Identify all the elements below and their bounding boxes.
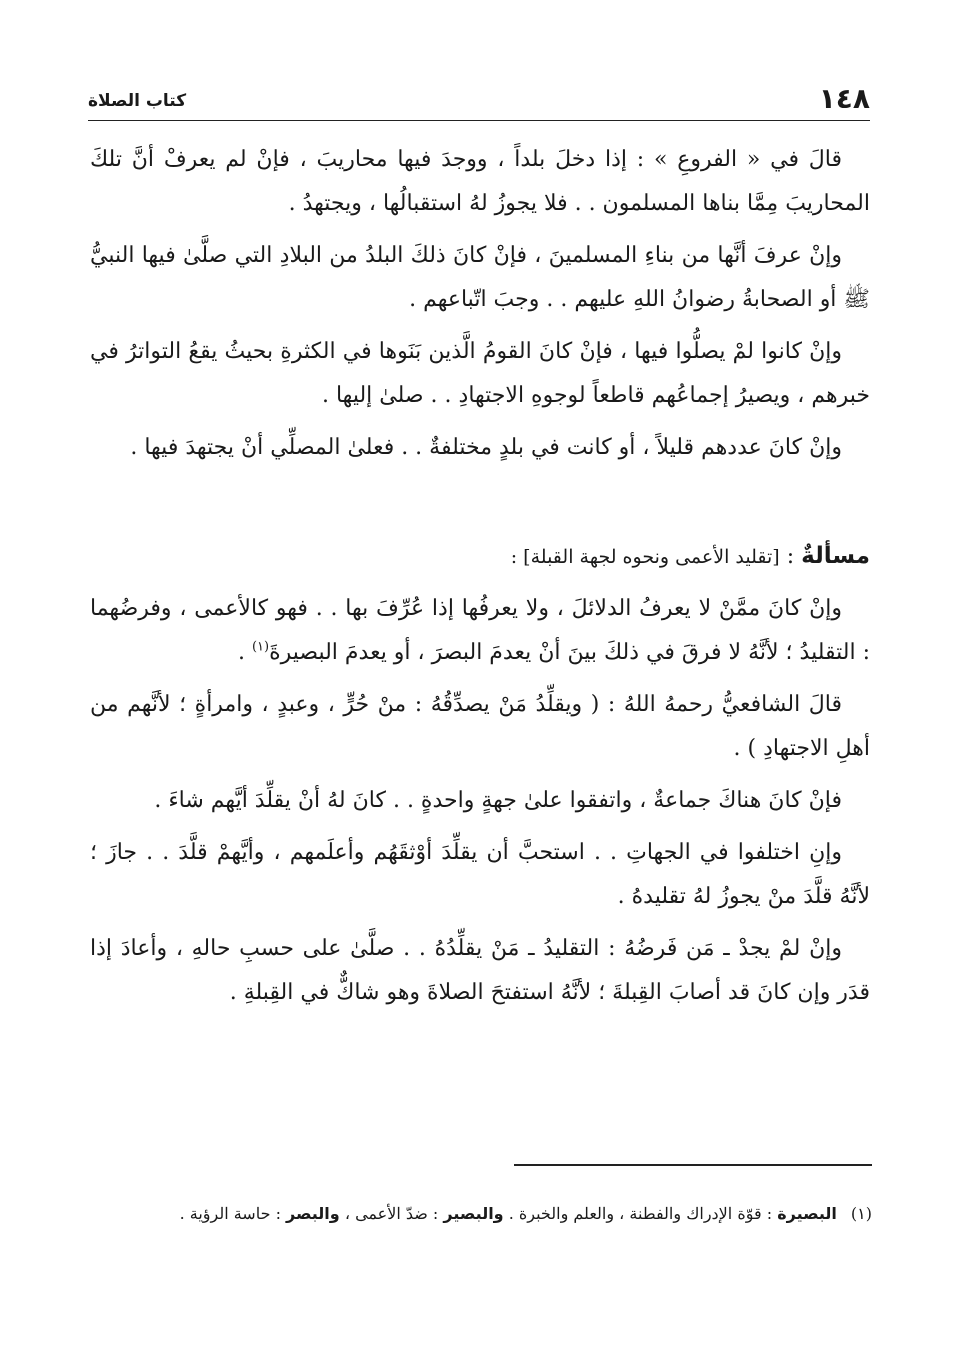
page-header [88, 82, 870, 121]
footnote-number: (١) [850, 1204, 872, 1223]
page-number: ١٤٨ [818, 82, 870, 115]
paragraph: فإنْ كانَ هناكَ جماعةٌ ، واتفقوا علىٰ جهةٍ واحدةٍ . . كانَ لهُ أنْ يقلِّدَ أيَّهم شاءَ . [154, 788, 842, 813]
main-text [90, 138, 870, 1023]
paragraph: وإنْ كانَ عددهم قليلاً ، أو كانت في بلدٍ مختلفةٌ . . فعلىٰ المصلِّي أنْ يجتهدَ فيها . [130, 435, 842, 460]
footnote-divider [514, 1164, 872, 1166]
paragraph-text: وإنْ كانَ ممَّنْ لا يعرفُ الدلائلَ ، ولا يعرفُها إذا عُرِّفَ بها . . فهو كالأعمى ، وفرضُهما : التقليدُ ؛ لأنَّهُ لا فرقَ في ذلكَ بينَ أنْ يعدمَ البصرَ ، أو يعدمَ البصيرةَ [90, 596, 870, 665]
section-gap [90, 478, 870, 534]
footnote-term: والبصير [443, 1204, 504, 1223]
footnote-term: والبصر [286, 1204, 340, 1223]
paragraph: وإنْ كانوا لمْ يصلُّوا فيها ، فإنْ كانَ القومُ الَّذين بَنَوها في الكثرةِ بحيثُ يقعُ التواترُ في خبرهم ، ويصيرُ إجماعُهم قاطعاً لوجوهِ الاجتهادِ . . صلىٰ إليها . [90, 339, 870, 408]
issue-label: مسألةٌ [801, 543, 870, 569]
paragraph [90, 587, 870, 675]
footnote-definition: : حاسة الرؤية . [179, 1204, 287, 1223]
issue-heading [90, 534, 870, 579]
footnote-definition: : ضدّ الأعمى ، [339, 1204, 444, 1223]
paragraph: وإنْ عرفَ أنَّها من بناءِ المسلمينَ ، فإنْ كانَ ذلكَ البلدُ من البلادِ التي صلَّىٰ فيها النبيُّ ﷺ أو الصحابةُ رضوانُ اللهِ عليهم . . وجبَ اتّباعهم . [90, 243, 870, 312]
running-title: كتاب الصلاة [88, 91, 187, 111]
footnote [90, 1198, 872, 1230]
paragraph: قالَ الشافعيُّ رحمهُ اللهُ : ( ويقلِّدُ مَنْ يصدِّقُهُ : منْ حُرٍّ ، وعبدٍ ، وامرأةٍ ؛ لأنَّهم من أهلِ الاجتهادِ ) . [90, 692, 870, 761]
footnote-definition: : قوّة الإدراك والفطنة ، والعلم والخبرة . [503, 1204, 778, 1223]
footnote-term: البصيرة [777, 1204, 837, 1223]
footnote-reference[interactable]: (١) [251, 639, 270, 655]
paragraph: وإنْ لمْ يجدْ ـ مَن فَرضُهُ : التقليدُ ـ مَنْ يقلِّدُهُ . . صلَّىٰ على حسبِ حالهِ ، وأعادَ إذا قدَر وإن كانَ قد أصابَ القِبلةَ ؛ لأنَّهُ استفتحَ الصلاةَ وهو شاكٌّ في القِبلةِ . [90, 936, 870, 1005]
paragraph: وإنِ اختلفوا في الجهاتِ . . استحبَّ أن يقلِّدَ أوْثقَهُم وأعلَمهم ، وأيَّهمْ قلَّدَ . . جازَ ؛ لأنَّهُ قلَّدَ منْ يجوزُ لهُ تقليدهُ . [90, 840, 870, 909]
issue-title: [تقليد الأعمى ونحوه لجهة القبلة] : [510, 546, 780, 568]
issue-separator: : [779, 544, 802, 569]
paragraph: قالَ في « الفروعِ » : إذا دخلَ بلداً ، ووجدَ فيها محاريبَ ، فإنْ لم يعرفْ أنَّ تلكَ المحاريبَ مِمَّا بناها المسلمون . . فلا يجوزُ لهُ استقبالُها ، ويجتهدُ . [90, 147, 870, 216]
paragraph-end: . [237, 640, 252, 665]
